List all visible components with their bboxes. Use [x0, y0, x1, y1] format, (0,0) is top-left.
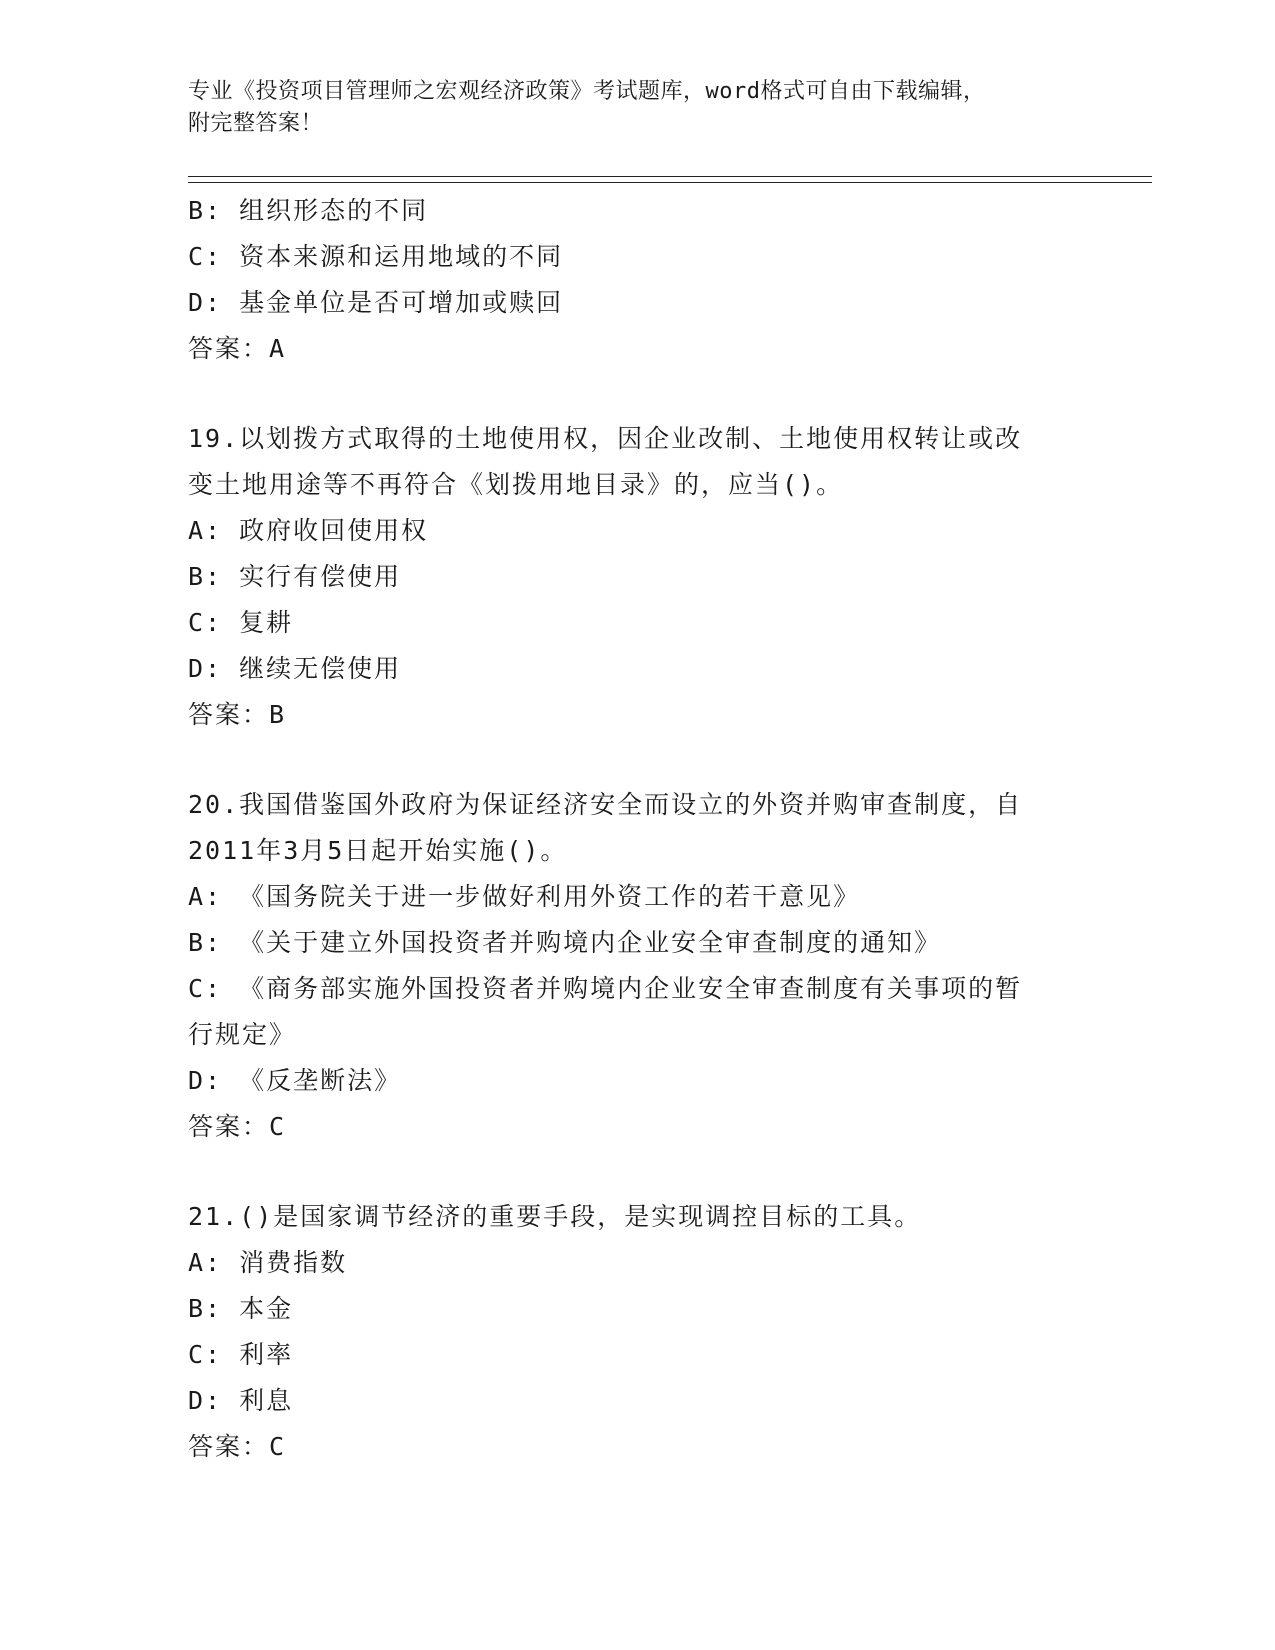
- question-20-stem-line-1: 20.我国借鉴国外政府为保证经济安全而设立的外资并购审查制度，自: [188, 790, 1023, 819]
- header-divider-bottom: [188, 182, 1152, 183]
- option-c-continued: 行规定》: [188, 1020, 297, 1049]
- option-b: B: 《关于建立外国投资者并购境内企业安全审查制度的通知》: [188, 928, 942, 957]
- answer-line: 答案：C: [188, 1432, 286, 1461]
- question-18-continued: [188, 188, 1088, 372]
- question-21-stem-line-1: 21.()是国家调节经济的重要手段，是实现调控目标的工具。: [188, 1202, 922, 1231]
- header-line-1: 专业《投资项目管理师之宏观经济政策》考试题库，word格式可自由下载编辑，: [188, 79, 986, 104]
- option-a: A: 《国务院关于进一步做好利用外资工作的若干意见》: [188, 882, 861, 911]
- option-c: C: 利率: [188, 1340, 294, 1369]
- option-a: A: 消费指数: [188, 1248, 348, 1277]
- option-d: D: 基金单位是否可增加或赎回: [188, 288, 564, 317]
- answer-line: 答案：A: [188, 334, 286, 363]
- answer-value: C: [269, 1112, 286, 1141]
- option-b: B: 实行有偿使用: [188, 562, 402, 591]
- header-divider-top: [188, 176, 1152, 177]
- option-d: D: 《反垄断法》: [188, 1066, 402, 1095]
- option-d: D: 利息: [188, 1386, 294, 1415]
- question-20-stem-line-2: 2011年3月5日起开始实施()。: [188, 836, 568, 865]
- question-20: [188, 782, 1088, 1150]
- answer-value: A: [269, 334, 286, 363]
- option-b: B: 组织形态的不同: [188, 196, 429, 225]
- answer-value: B: [269, 700, 286, 729]
- option-c: C: 资本来源和运用地域的不同: [188, 242, 564, 271]
- answer-value: C: [269, 1432, 286, 1461]
- option-c: C: 《商务部实施外国投资者并购境内企业安全审查制度有关事项的暂: [188, 974, 1023, 1003]
- option-c: C: 复耕: [188, 608, 294, 637]
- question-list: [188, 188, 1088, 1470]
- option-a: A: 政府收回使用权: [188, 516, 429, 545]
- question-19: [188, 416, 1088, 738]
- question-21: [188, 1194, 1088, 1470]
- answer-line: 答案：B: [188, 700, 286, 729]
- answer-line: 答案：C: [188, 1112, 286, 1141]
- option-d: D: 继续无偿使用: [188, 654, 402, 683]
- header-line-2: 附完整答案！: [188, 111, 324, 136]
- question-19-stem-line-2: 变土地用途等不再符合《划拨用地目录》的，应当()。: [188, 470, 844, 499]
- question-19-stem-line-1: 19.以划拨方式取得的土地使用权，因企业改制、土地使用权转让或改: [188, 424, 1023, 453]
- document-header: [188, 76, 1068, 140]
- option-b: B: 本金: [188, 1294, 294, 1323]
